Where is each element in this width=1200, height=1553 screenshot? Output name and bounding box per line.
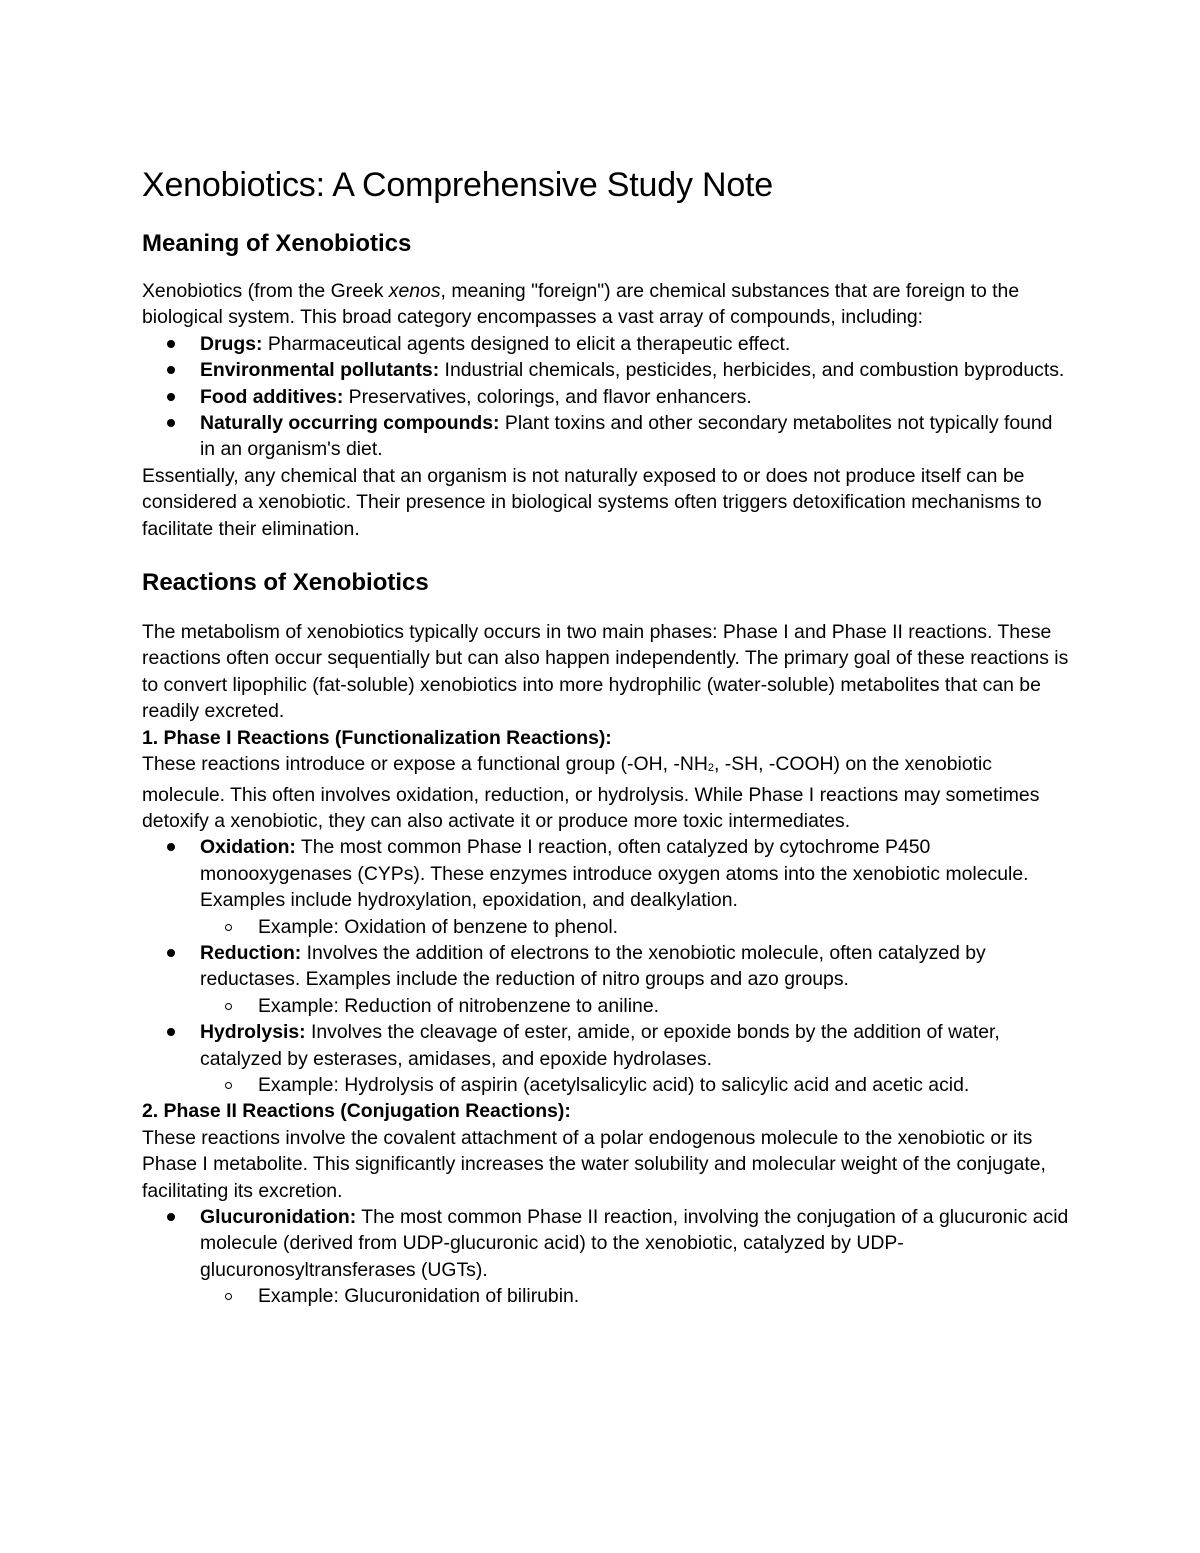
example-list bbox=[200, 914, 1072, 940]
phase1-heading: 1. Phase I Reactions (Functionalization Reactions): bbox=[142, 726, 612, 749]
section-heading-meaning: Meaning of Xenobiotics bbox=[142, 230, 412, 257]
bullet-icon bbox=[167, 393, 175, 401]
example-text: Example: Reduction of nitrobenzene to aniline. bbox=[258, 994, 659, 1017]
list-item bbox=[142, 384, 1072, 410]
meaning-intro-italic-term: xenos bbox=[388, 280, 441, 302]
phase1-reaction-list bbox=[142, 834, 1072, 1098]
list-item bbox=[142, 1204, 1072, 1310]
list-item-text: Involves the cleavage of ester, amide, or epoxide bonds by the addition of water, catalyzed by esterases, amidases, and epoxide hydrolases. bbox=[200, 1021, 1000, 1070]
bullet-icon bbox=[167, 1028, 175, 1036]
list-item-text: Involves the addition of electrons to the xenobiotic molecule, often catalyzed by reductases. Examples include the reduction of nitro groups and azo groups. bbox=[200, 941, 986, 991]
list-item-term: Environmental pollutants: bbox=[200, 359, 440, 382]
bullet-icon bbox=[167, 843, 175, 851]
reactions-intro-paragraph: The metabolism of xenobiotics typically occurs in two main phases: Phase I and Phase II reactions. These reactions often occur sequentially but can also happen independently. The primary goal of these reactions is to convert lipophilic (fat-soluble) xenobiotics into more hydrophilic (water-soluble) metabolites that can be readily excreted. bbox=[142, 621, 1069, 723]
phase1-desc-text-1: These reactions introduce or expose a functional group (-OH, -NH bbox=[142, 753, 708, 776]
bullet-icon bbox=[167, 340, 175, 348]
document-content bbox=[142, 160, 1072, 1310]
phase1-desc-text-2: , -SH, -COOH) on the xenobiotic molecule. This often involves oxidation, reduction, or hydrolysis. While Phase I reactions may sometimes detoxify a xenobiotic, they can also activate it or produce more toxic intermediates. bbox=[142, 753, 1040, 832]
example-text: Example: Glucuronidation of bilirubin. bbox=[258, 1285, 580, 1308]
hollow-bullet-icon bbox=[225, 1293, 232, 1300]
list-item-text: Pharmaceutical agents designed to elicit a therapeutic effect. bbox=[262, 332, 791, 355]
list-item-term: Drugs: bbox=[200, 332, 263, 355]
list-item bbox=[142, 357, 1072, 383]
list-item-term: Naturally occurring compounds: bbox=[200, 412, 500, 435]
hollow-bullet-icon bbox=[225, 924, 232, 931]
list-item-term: Hydrolysis: bbox=[200, 1021, 306, 1044]
list-item bbox=[142, 834, 1072, 940]
example-item bbox=[200, 914, 1072, 940]
example-text: Example: Hydrolysis of aspirin (acetylsalicylic acid) to salicylic acid and acetic acid. bbox=[258, 1073, 970, 1096]
meaning-intro-text-2: , meaning "foreign") are chemical substances that are foreign to the biological system. This broad category encompasses a vast array of compounds, including: bbox=[142, 280, 1020, 329]
meaning-intro-paragraph bbox=[142, 278, 1072, 331]
list-item-text: Preservatives, colorings, and flavor enhancers. bbox=[343, 385, 752, 408]
hollow-bullet-icon bbox=[225, 1003, 232, 1010]
section-heading-reactions: Reactions of Xenobiotics bbox=[142, 569, 429, 597]
list-item-term: Reduction: bbox=[200, 941, 302, 964]
list-item-text: The most common Phase I reaction, often catalyzed by cytochrome P450 monooxygenases (CYPs). These enzymes introduce oxygen atoms into the xenobiotic molecule. Examples include hydroxylation, epoxidation, and dealkylation. bbox=[200, 836, 1029, 912]
list-item-text: Industrial chemicals, pesticides, herbicides, and combustion byproducts. bbox=[439, 359, 1065, 382]
xenobiotic-category-list bbox=[142, 331, 1072, 463]
bullet-icon bbox=[167, 949, 175, 957]
meaning-intro-text-1: Xenobiotics (from the Greek bbox=[142, 280, 389, 302]
example-item bbox=[200, 1072, 1072, 1098]
list-item bbox=[142, 1019, 1072, 1098]
list-item-term: Oxidation: bbox=[200, 836, 296, 859]
bullet-icon bbox=[167, 419, 175, 427]
list-item bbox=[142, 331, 1072, 357]
list-item-term: Food additives: bbox=[200, 385, 344, 408]
hollow-bullet-icon bbox=[225, 1082, 232, 1089]
example-list bbox=[200, 1072, 1072, 1098]
list-item-term: Glucuronidation: bbox=[200, 1206, 357, 1228]
bullet-icon bbox=[167, 1213, 175, 1221]
example-list bbox=[200, 1283, 1072, 1309]
bullet-icon bbox=[167, 366, 175, 374]
phase2-heading: 2. Phase II Reactions (Conjugation Reactions): bbox=[142, 1100, 571, 1123]
page-title: Xenobiotics: A Comprehensive Study Note bbox=[142, 166, 774, 204]
list-item-text: Plant toxins and other secondary metabolites not typically found in an organism's diet. bbox=[200, 412, 1053, 461]
phase2-reaction-list bbox=[142, 1204, 1072, 1310]
example-text: Example: Oxidation of benzene to phenol. bbox=[258, 915, 619, 938]
example-list bbox=[200, 993, 1072, 1019]
list-item bbox=[142, 410, 1072, 463]
example-item bbox=[200, 993, 1072, 1019]
list-item bbox=[142, 940, 1072, 1019]
example-item bbox=[200, 1283, 1072, 1309]
phase2-description: These reactions involve the covalent attachment of a polar endogenous molecule to the xenobiotic or its Phase I metabolite. This significantly increases the water solubility and molecular weight of the conjugate, facilitating its excretion. bbox=[142, 1126, 1046, 1202]
phase1-desc-subscript: 2 bbox=[707, 762, 714, 775]
meaning-closing-paragraph: Essentially, any chemical that an organism is not naturally exposed to or does not produce itself can be considered a xenobiotic. Their presence in biological systems often triggers detoxification mechanisms to facilitate their elimination. bbox=[142, 464, 1042, 540]
phase1-description bbox=[142, 751, 1072, 834]
list-item-text: The most common Phase II reaction, involving the conjugation of a glucuronic acid molecule (derived from UDP-glucuronic acid) to the xenobiotic, catalyzed by UDP-glucuronosyltransferases (UGTs). bbox=[200, 1206, 1069, 1281]
